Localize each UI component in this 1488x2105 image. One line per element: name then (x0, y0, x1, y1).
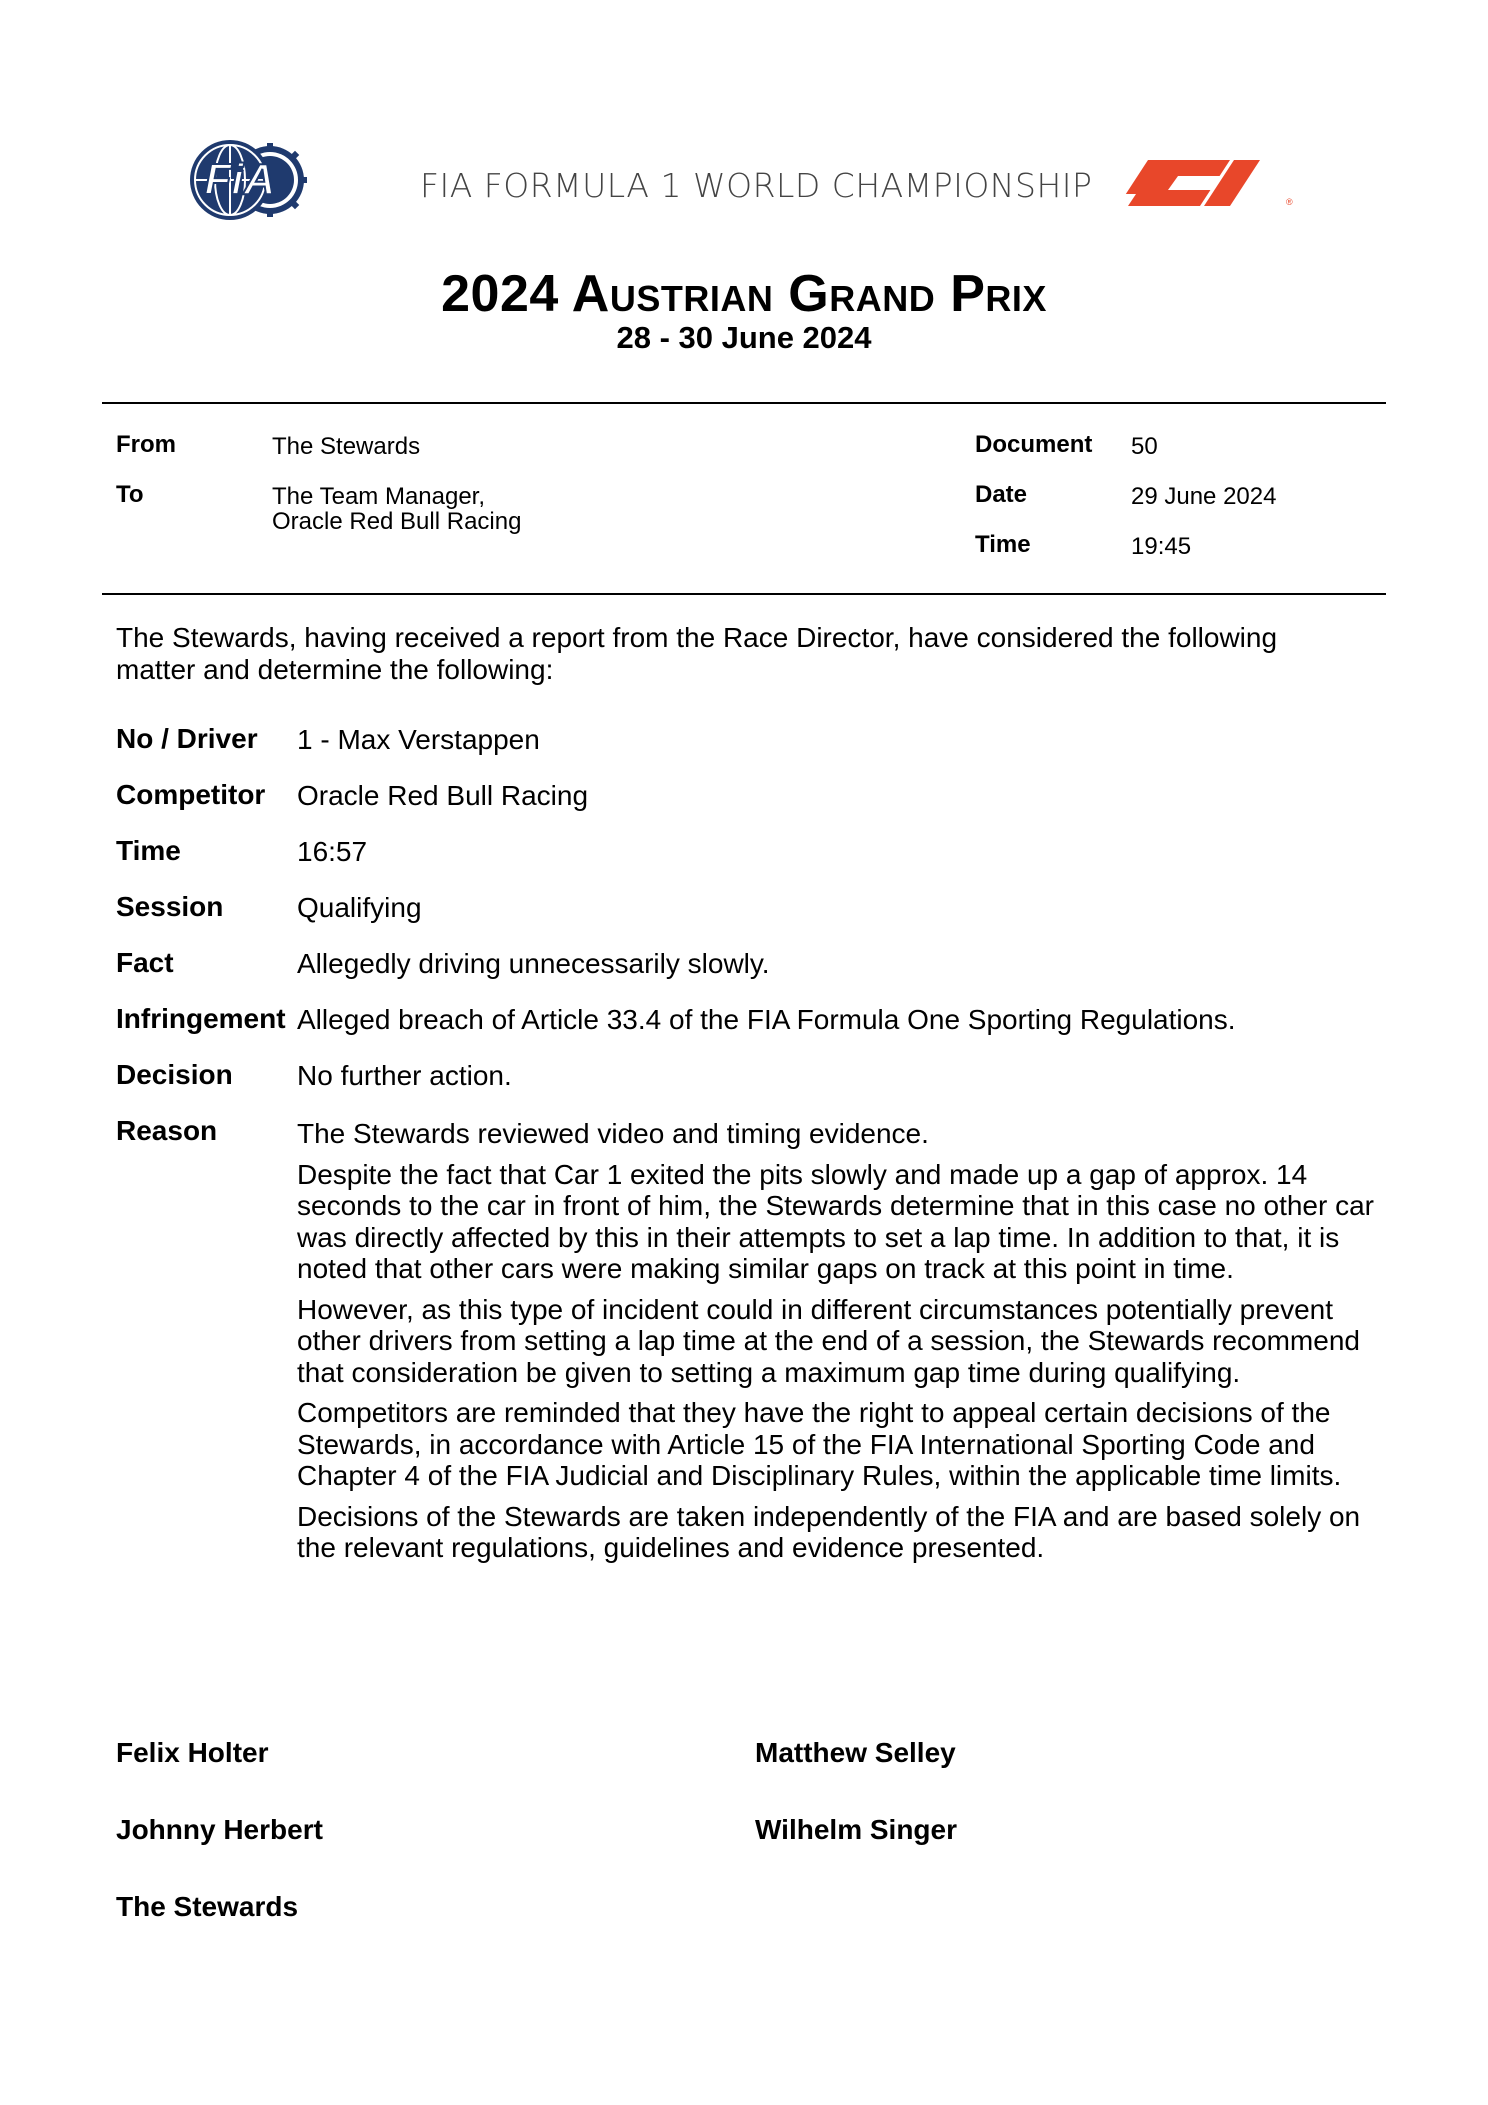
reason-paragraph: Despite the fact that Car 1 exited the pits slowly and made up a gap of approx. 14 seconds to the car in front of him, the Stewards determine that in this case no other car was directly affected by this in their attempts to set a lap time. In addition to that, it is noted that other cars were making similar gaps on track at this point in time. (297, 1158, 1375, 1284)
reason-paragraph: Decisions of the Stewards are taken independently of the FIA and are based solely on the relevant regulations, guidelines and evidence presented. (297, 1500, 1361, 1563)
to-value-line1: The Team Manager, (272, 483, 486, 510)
event-title: 2024 Austrian Grand Prix (441, 265, 1047, 323)
closing-signature: The Stewards (116, 1891, 299, 1922)
to-label: To (116, 481, 144, 508)
document-label: Document (975, 431, 1093, 458)
to-value-line2: Oracle Red Bull Racing (272, 508, 522, 535)
signatory-name: Johnny Herbert (116, 1814, 323, 1845)
date-label: Date (975, 481, 1028, 508)
infringement-label: Infringement (116, 1003, 286, 1034)
svg-text:®: ® (1286, 197, 1293, 207)
championship-title: FIA FORMULA 1 WORLD CHAMPIONSHIP (420, 166, 1093, 205)
time-field-value: 16:57 (297, 836, 368, 867)
time-value: 19:45 (1131, 533, 1192, 560)
event-dates: 28 - 30 June 2024 (616, 320, 872, 355)
driver-value: 1 - Max Verstappen (297, 724, 540, 755)
reason-label: Reason (116, 1115, 218, 1146)
fia-logo (188, 137, 316, 223)
infringement-value: Alleged breach of Article 33.4 of the FIA Formula One Sporting Regulations. (297, 1004, 1236, 1035)
f1-logo (1118, 158, 1300, 208)
signatory-name: Wilhelm Singer (755, 1814, 958, 1845)
time-field-label: Time (116, 835, 181, 866)
competitor-label: Competitor (116, 779, 266, 810)
fact-label: Fact (116, 947, 174, 978)
fact-value: Allegedly driving unnecessarily slowly. (297, 948, 770, 979)
date-value: 29 June 2024 (1131, 483, 1277, 510)
session-value: Qualifying (297, 892, 422, 923)
reason-text (297, 1118, 1377, 1573)
document-number: 50 (1131, 433, 1158, 460)
competitor-value: Oracle Red Bull Racing (297, 780, 589, 811)
intro-text: The Stewards, having received a report from the Race Director, have considered the following matter and determine the following: (116, 622, 1278, 685)
decision-label: Decision (116, 1059, 233, 1090)
time-label: Time (975, 531, 1031, 558)
driver-label: No / Driver (116, 723, 258, 754)
from-value: The Stewards (272, 433, 421, 460)
reason-paragraph: However, as this type of incident could in different circumstances potentially prevent other drivers from setting a lap time at the end of a session, the Stewards recommend that consideration be given to setting a maximum gap time during qualifying. (297, 1293, 1360, 1388)
signatory-name: Matthew Selley (755, 1737, 956, 1768)
from-label: From (116, 431, 176, 458)
reason-paragraph: The Stewards reviewed video and timing evidence. (297, 1118, 929, 1149)
header-divider (102, 402, 1386, 404)
svg-text:FiA: FiA (204, 155, 276, 204)
meta-divider (102, 593, 1386, 595)
reason-paragraph: Competitors are reminded that they have the right to appeal certain decisions of the Stewards, in accordance with Article 15 of the FIA International Sporting Code and Chapter 4 of the FIA Judicial and Disciplinary Rules, within the applicable time limits. (297, 1397, 1342, 1491)
session-label: Session (116, 891, 224, 922)
decision-value: No further action. (297, 1060, 512, 1091)
signatory-name: Felix Holter (116, 1737, 269, 1768)
